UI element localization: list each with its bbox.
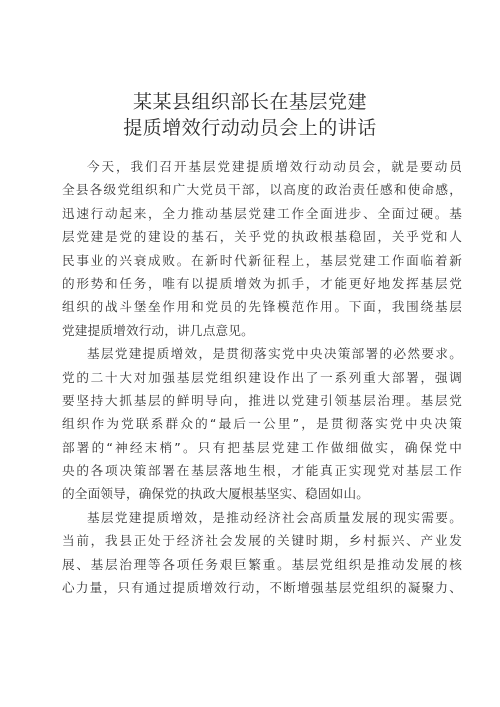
- paragraph-3-line-3: 展、基层治理等各项任务艰巨繁重。基层党组织是推动发展的核: [62, 556, 462, 572]
- paragraph-1-line-2: 全县各级党组织和广大党员干部，以高度的政治责任感和使命感，: [62, 182, 462, 198]
- paragraph-1-line-7: 组织的战斗堡垒作用和党员的先锋模范作用。下面，我围绕基层: [62, 299, 462, 315]
- paragraph-1-line-5: 民事业的兴衰成败。在新时代新征程上，基层党建工作面临着新: [62, 252, 462, 268]
- paragraph-1-line-8: 党建提质增效行动，讲几点意见。: [62, 322, 254, 338]
- document-title-line-2: 提质增效行动动员会上的讲话: [123, 117, 377, 139]
- paragraph-3-line-2: 当前，我县正处于经济社会发展的关键时期，乡村振兴、产业发: [62, 533, 462, 549]
- paragraph-2-line-4: 组织作为党联系群众的“最后一公里”，是贯彻落实党中央决策: [62, 416, 462, 432]
- paragraph-2-line-1: 基层党建提质增效，是贯彻落实党中央决策部署的必然要求。: [87, 346, 462, 362]
- paragraph-2-line-5: 部署的“神经末梢”。只有把基层党建工作做细做实，确保党中: [62, 439, 462, 455]
- paragraph-2-line-2: 党的二十大对加强基层党组织建设作出了一系列重大部署，强调: [62, 369, 462, 385]
- paragraph-1-line-4: 层党建是党的建设的基石，关乎党的执政根基稳固，关乎党和人: [62, 229, 462, 245]
- paragraph-1-line-3: 迅速行动起来，全力推动基层党建工作全面进步、全面过硬。基: [62, 205, 462, 221]
- paragraph-3-line-1: 基层党建提质增效，是推动经济社会高质量发展的现实需要。: [87, 509, 462, 525]
- paragraph-3-line-4: 心力量，只有通过提质增效行动，不断增强基层党组织的凝聚力、: [62, 580, 462, 596]
- paragraph-2-line-6: 央的各项决策部署在基层落地生根，才能真正实现党对基层工作: [62, 463, 462, 479]
- paragraph-2-line-3: 要坚持大抓基层的鲜明导向，推进以党建引领基层治理。基层党: [62, 392, 462, 408]
- document-body: [62, 155, 462, 599]
- paragraph-2-line-7: 的全面领导，确保党的执政大厦根基坚实、稳固如山。: [62, 486, 370, 502]
- paragraph-1-line-1: 今天，我们召开基层党建提质增效行动动员会，就是要动员: [87, 159, 462, 174]
- document-title-line-1: 某某县组织部长在基层党建: [132, 91, 367, 113]
- paragraph-1-line-6: 的形势和任务，唯有以提质增效为抓手，才能更好地发挥基层党: [62, 275, 462, 291]
